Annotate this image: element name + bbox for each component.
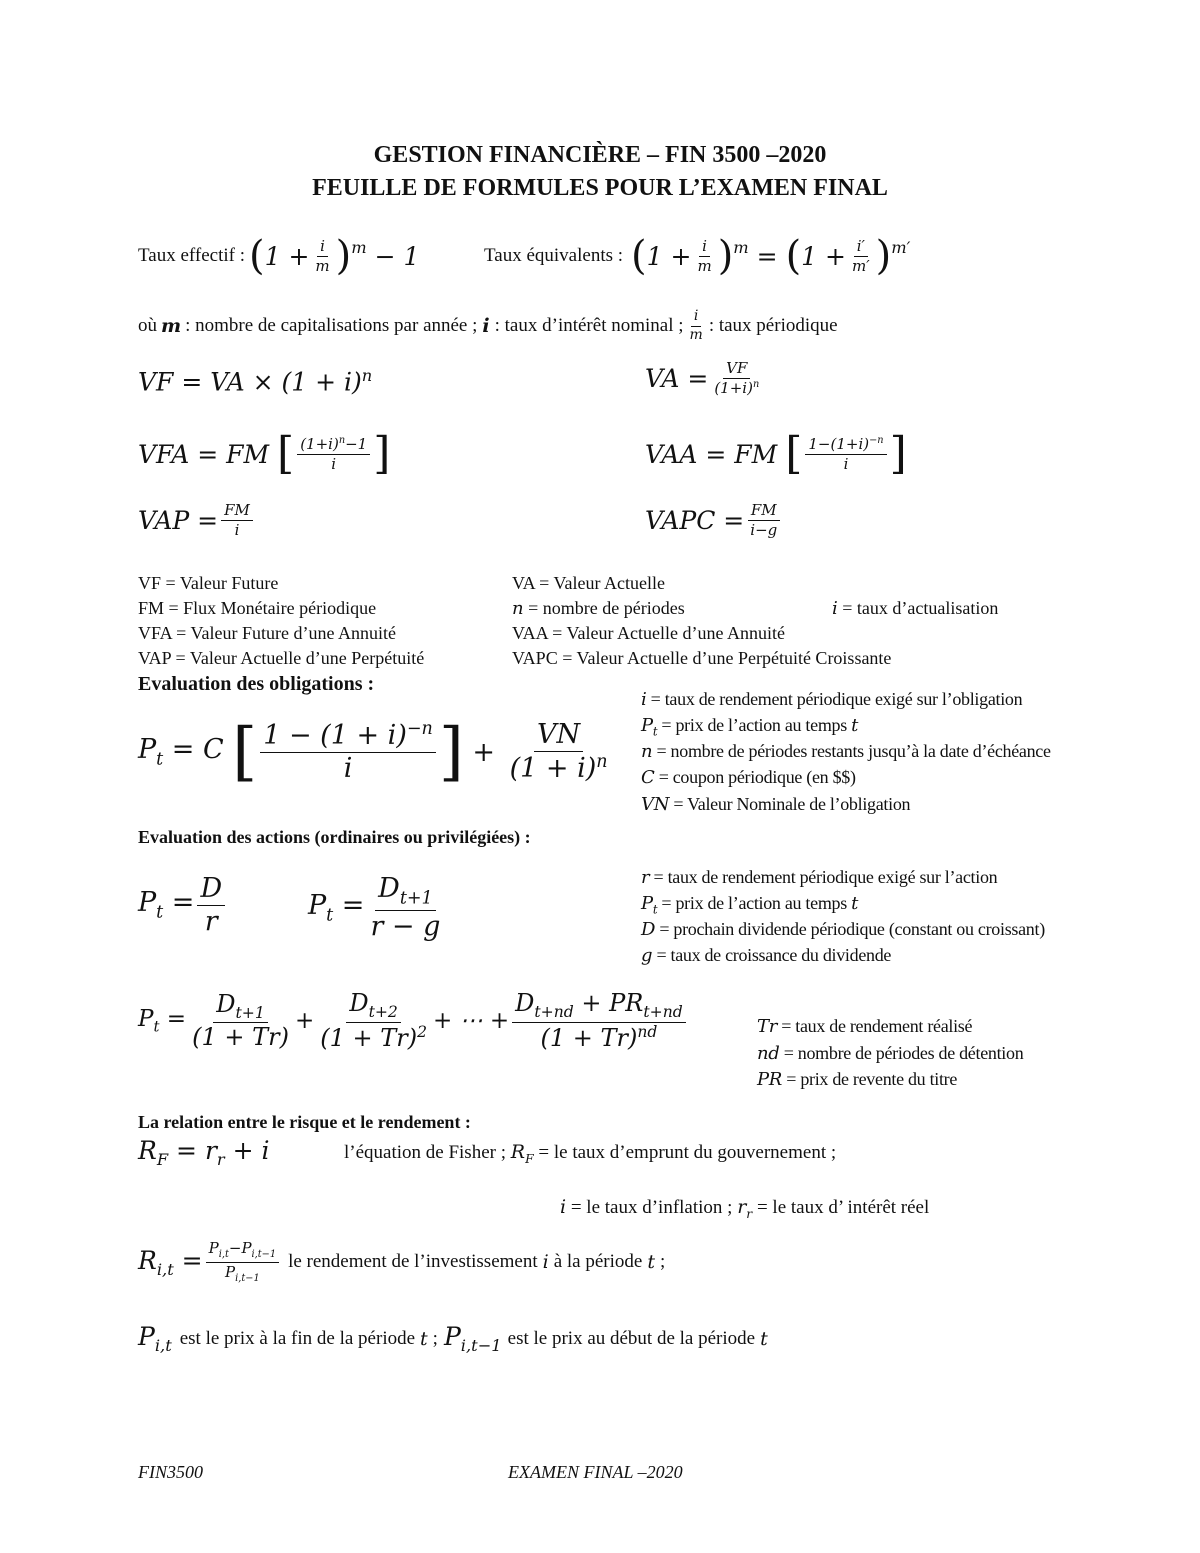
legend-vfa: VFA = Valeur Future d’une Annuité bbox=[138, 623, 396, 643]
legend-vap: VAP = Valeur Actuelle d’une Perpétuité bbox=[138, 648, 425, 668]
stock-price-constant-formula: $P_t$ = $\frac{D}{r}$ bbox=[138, 874, 228, 936]
footer-left: FIN3500 bbox=[138, 1462, 203, 1482]
bond-def-i: i = taux de rendement périodique exigé sur l’obligation bbox=[641, 689, 1023, 710]
bonds-heading: Evaluation des obligations : bbox=[138, 673, 375, 695]
bond-def-pt: $P_t$ = prix de l’action au temps t bbox=[641, 715, 859, 739]
equivalent-rate-formula bbox=[484, 226, 910, 286]
stocks-heading: Evaluation des actions (ordinaires ou privilégiées) : bbox=[138, 827, 531, 847]
equivalent-rate-label: Taux équivalents : bbox=[484, 245, 624, 266]
return-formula: $R_{i,t}$ = $\frac{P_{i,t}-P_{i,t-1}}{P_{i,t-1}}$ le rendement de l’investissement i à la période t ; bbox=[138, 1239, 666, 1284]
effective-rate-formula bbox=[138, 226, 419, 286]
equivalent-rate-expression: ( 1 + $\frac{i}{m}$ ) $^m$ = ( 1 + $\frac{i'}{m'}$ ) $^{m'}$ bbox=[631, 233, 911, 279]
footer-right: EXAMEN FINAL –2020 bbox=[508, 1462, 683, 1482]
vaa-formula: VAA = FM [ $\frac{1-(1+i)^{-n}}{i}$ ] bbox=[645, 428, 907, 479]
bond-def-n: n = nombre de périodes restants jusqu’à la date d’échéance bbox=[641, 741, 1051, 762]
rates-definition: où m : nombre de capitalisations par année ; i : taux d’intérêt nominal ; $\frac{i}{m}$ : taux périodique bbox=[138, 308, 838, 343]
fisher-definition: l’équation de Fisher ; $R_F$ = le taux d’emprunt du gouvernement ; bbox=[344, 1141, 837, 1166]
page-subtitle: FEUILLE DE FORMULES POUR L’EXAMEN FINAL bbox=[312, 175, 888, 201]
stock-def-nd: nd = nombre de périodes de détention bbox=[757, 1043, 1024, 1064]
effective-rate-label: Taux effectif : bbox=[138, 245, 245, 266]
legend-i: i = taux d’actualisation bbox=[832, 598, 999, 619]
stock-def-r: r = taux de rendement périodique exigé sur l’action bbox=[641, 867, 998, 888]
stock-price-growth-formula: $P_t$ = $\frac{D_{t+1}}{r - g}$ bbox=[308, 873, 441, 942]
stock-def-g: g = taux de croissance du dividende bbox=[641, 945, 892, 966]
bond-price-formula: $P_t = C$ [ $\frac{1 - (1 + i)^{-n}}{i}$ ] + $\frac{VN}{(1 + i)^n}$ bbox=[138, 715, 608, 789]
stock-def-pt: $P_t$ = prix de l’action au temps t bbox=[641, 893, 859, 917]
legend-n: n = nombre de périodes bbox=[512, 598, 685, 619]
legend-va: VA = Valeur Actuelle bbox=[512, 573, 665, 593]
vap-formula: VAP = $\frac{FM}{i}$ bbox=[138, 502, 256, 538]
va-formula: VA = $\frac{VF}{(1+i)^n}$ bbox=[645, 359, 760, 397]
effective-rate-expression: ( 1 + $\frac{i}{m}$ ) $^m$ − 1 bbox=[249, 233, 420, 279]
stock-def-d: D = prochain dividende périodique (constant ou croissant) bbox=[641, 919, 1045, 940]
fisher-formula: $R_F = r_r + i$ bbox=[138, 1136, 270, 1169]
stock-def-tr: Tr = taux de rendement réalisé bbox=[757, 1016, 973, 1037]
vfa-formula: VFA = FM [ $\frac{(1+i)^n-1}{i}$ ] bbox=[138, 428, 391, 479]
price-definition: $P_{i,t}$ est le prix à la fin de la période t ; $P_{i,t-1}$ est le prix au début de la période t bbox=[138, 1322, 768, 1355]
page-title: GESTION FINANCIÈRE – FIN 3500 –2020 bbox=[373, 142, 827, 168]
bond-def-c: C = coupon périodique (en $$) bbox=[641, 767, 856, 788]
legend-vaa: VAA = Valeur Actuelle d’une Annuité bbox=[512, 623, 785, 643]
fisher-variables: i = le taux d’inflation ; $r_r$ = le taux d’ intérêt réel bbox=[560, 1196, 930, 1221]
bond-def-vn: VN = Valeur Nominale de l’obligation bbox=[641, 794, 911, 815]
stock-realized-return-formula: $P_t$ = $\frac{D_{t+1}}{(1 + Tr)}$ + $\frac{D_{t+2}}{(1 + Tr)^2}$ + ⋯ + $\frac{D_{t+nd} + PR_{t+nd}}{(1 + Tr)^{nd}}$ bbox=[138, 990, 689, 1051]
risk-heading: La relation entre le risque et le rendement : bbox=[138, 1112, 471, 1132]
legend-vapc: VAPC = Valeur Actuelle d’une Perpétuité Croissante bbox=[512, 648, 892, 668]
stock-def-pr: PR = prix de revente du titre bbox=[757, 1069, 958, 1090]
legend-vf: VF = Valeur Future bbox=[138, 573, 279, 593]
legend-fm: FM = Flux Monétaire périodique bbox=[138, 598, 377, 618]
vapc-formula: VAPC = $\frac{FM}{i-g}$ bbox=[645, 502, 783, 538]
vf-formula: VF = VA × $(1 + i)^n$ bbox=[138, 366, 373, 397]
